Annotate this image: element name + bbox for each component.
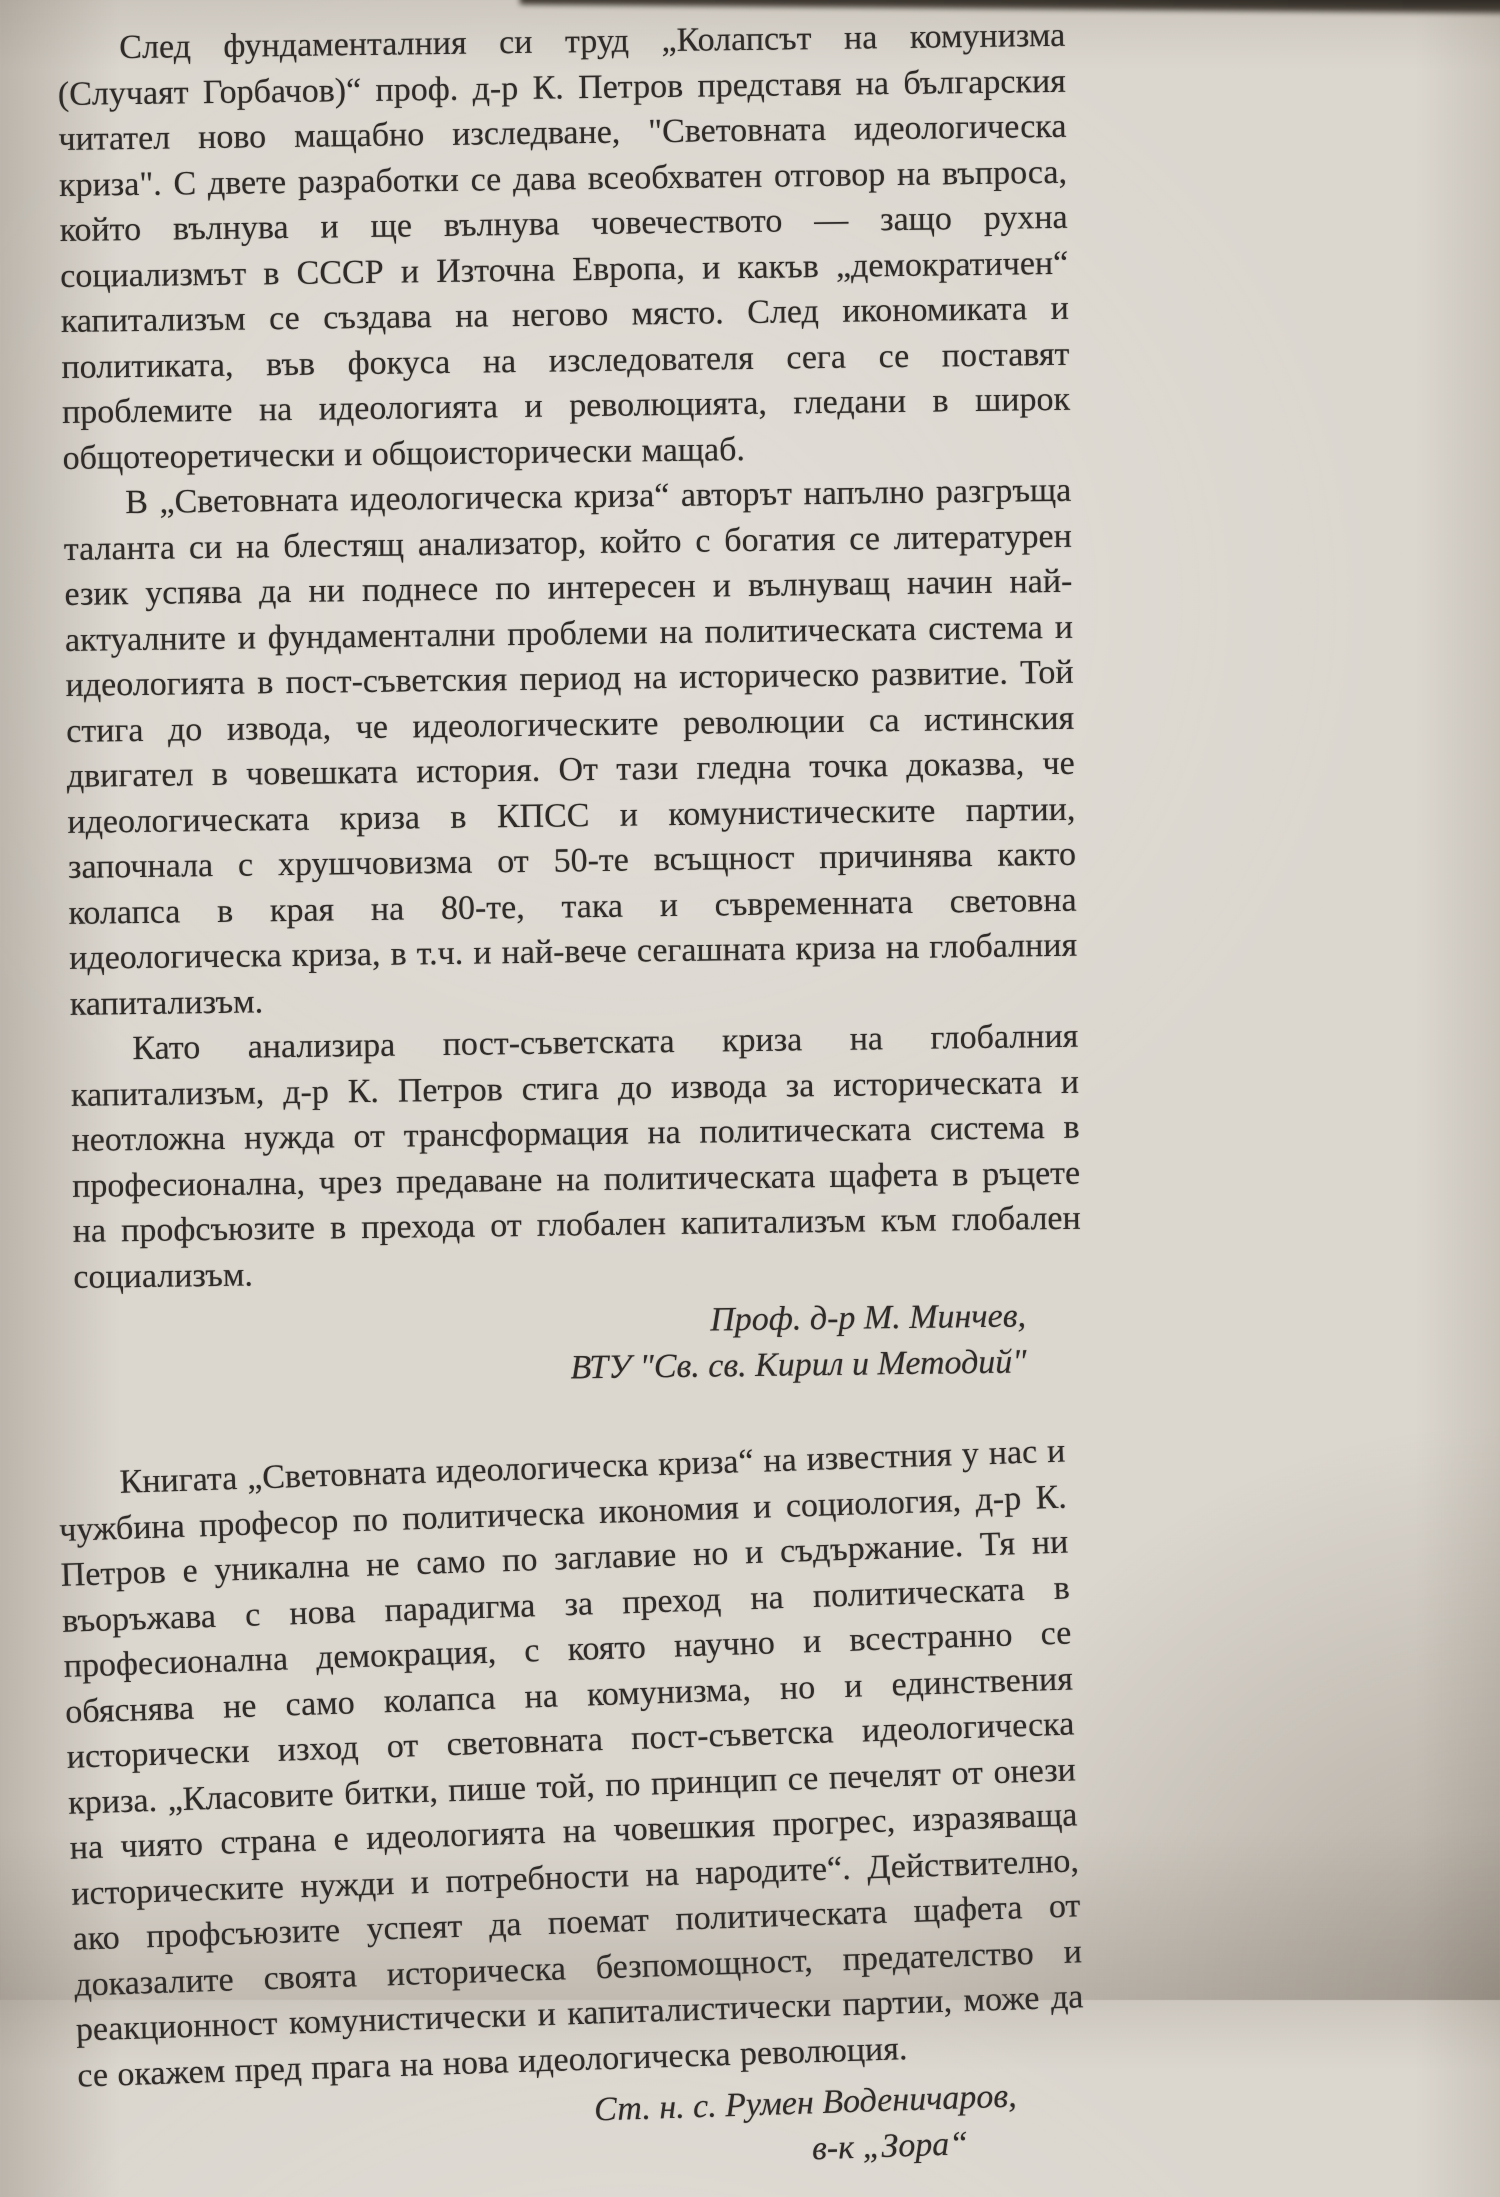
review2-paragraph-1: Книгата „Световната идеологическа криза“ на известния у нас и чужбина професор по политическа икономия и социология, д-р К. Петров е уникална не само по заглавие но и съдържание. Тя ни въоръжава с нова парадигма за преход на политическата в професионална демокрация, с която научно и всестранно се обяснява не само колапса на комунизма, но и единствения исторически изход от световната пост-съветска идеологическа криза. „Класовите битки, пише той, по принцип се печелят от онези на чиято страна е идеологията на човешкия прогрес, изразяваща историческите нужди и потребности на народите“. Действително, ако профсъюзите успеят да поемат политическата щафета от доказалите своята историческа безпомощност, предателство и реакционност комунистически и капиталистически партии, може да се окажем пред прага на нова идеологическа революция. xyxy=(58,1432,1084,2095)
review1-paragraph-1: След фундаменталния си труд „Колапсът на комунизма (Случаят Горбачов)“ проф. д-р К. Петров представя на българския читател ново мащабно изследване, "Световната идеологическа криза". С двете разработки се дава всеобхватен отговор на въпроса, който вълнува и ще вълнува човечеството — защо рухна социализмът в СССР и Източна Европа, и какъв „демократичен“ капитализъм се създава на негово място. След икономиката и политиката, във фокуса на изследователя сега се поставят проблемите на идеологията и революцията, гледани в широк общотеоретически и общоисторически мащаб. xyxy=(57,16,1071,477)
review1-paragraph-3: Като анализира пост-съветската криза на глобалния капитализъм, д-р К. Петров стига до извода за историческата и неотложна нужда от трансформация на политическата система в професионална, чрез предаване на политическата щафета в ръцете на профсъюзите в прехода от глобален капитализъм към глобален социализъм. xyxy=(70,1017,1081,1296)
review-block-2 xyxy=(57,1429,1089,2197)
review1-signature-name: Проф. д-р М. Минчев, xyxy=(709,1297,1027,1339)
review2-signature-name: Ст. н. с. Румен Воденичаров, xyxy=(593,2077,1018,2129)
review1-signature xyxy=(74,1293,1083,1398)
page-top-edge-shadow xyxy=(520,0,1500,13)
review-block-1 xyxy=(57,13,1083,1398)
page-text xyxy=(57,16,1084,2197)
review2-signature-affiliation: в-к „Зора“ xyxy=(811,2125,969,2168)
review1-signature-affiliation: ВТУ "Св. св. Кирил и Методий" xyxy=(570,1343,1027,1387)
review1-paragraph-2: В „Световната идеологическа криза“ авторът напълно разгръща таланта си на блестящ анализатор, който с богатия се литературен език успява да ни поднесе по интересен и вълнуващ начин най-актуалните и фундаментални проблеми на политическата система и идеологията в пост-съветския период на историческо развитие. Той стига до извода, че идеологическите революции са истинския двигател в човешката история. От тази гледна точка доказва, че идеологическата криза в КПСС и комунистическите партии, започнала с хрушчовизма от 50-те всъщност причинява както колапса в края на 80-те, така и съвременната световна идеологическа криза, в т.ч. и най-вече сегашната криза на глобалния капитализъм. xyxy=(63,471,1078,1023)
